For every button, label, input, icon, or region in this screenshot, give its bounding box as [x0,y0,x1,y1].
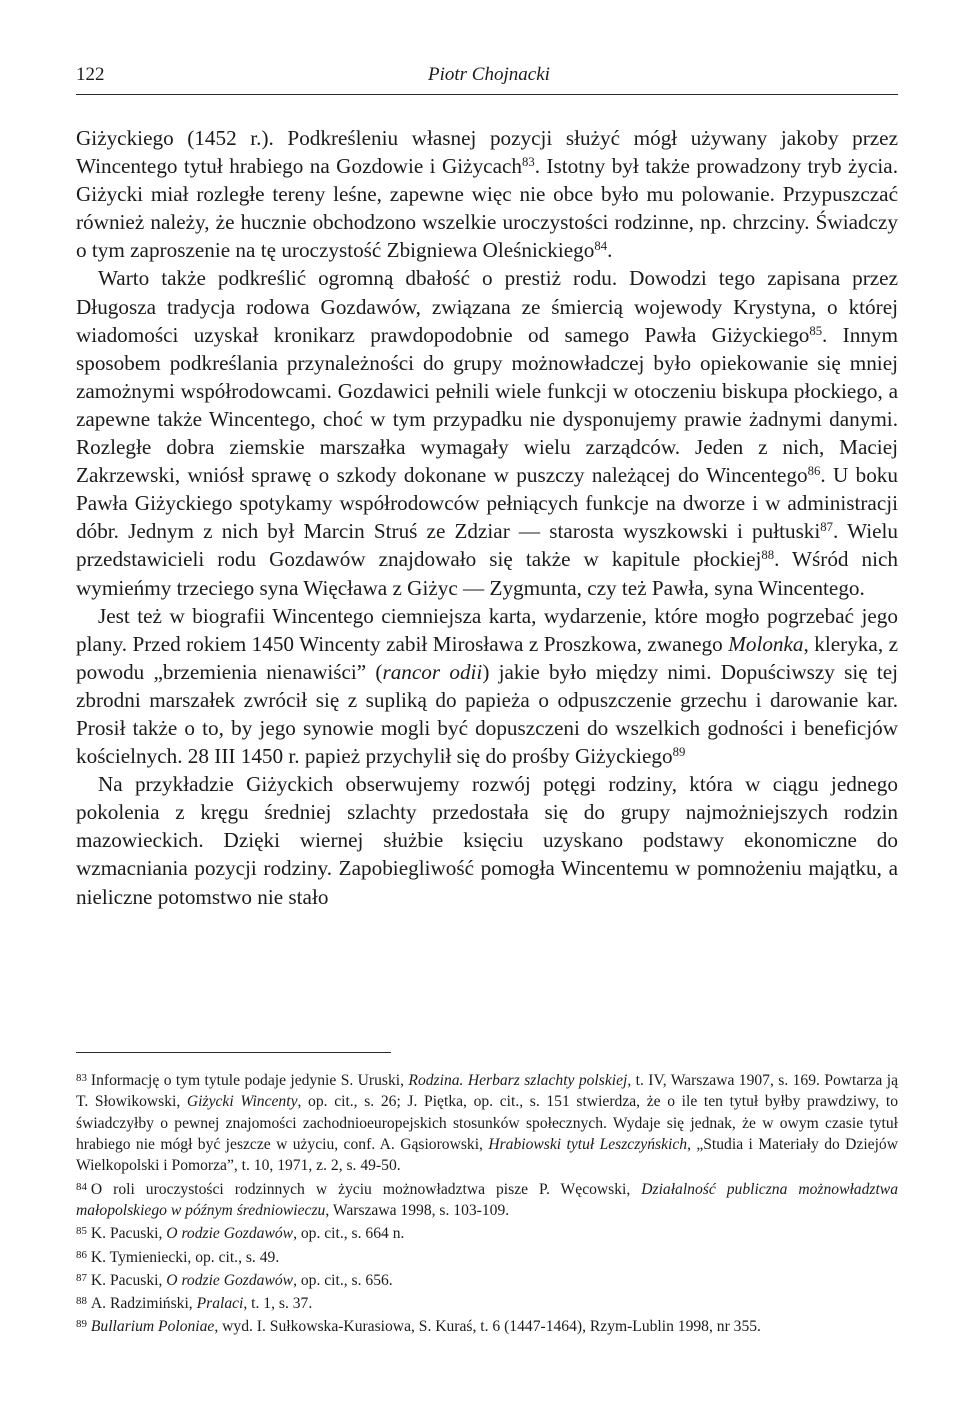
text-run: , kleryka, z powodu „brzemienia nienawiści” ( [76,631,898,684]
footnote-ref: 87 [820,520,834,535]
paragraph [76,124,898,264]
footnote-number: 87 [76,1271,87,1284]
text-run: K. Pacuski, [90,1271,167,1289]
italic-text: Działalność publiczna możnowładztwa małopolskiego w późnym średniowieczu [76,1180,898,1220]
italic-text: rancor odii [382,659,483,684]
italic-text: Bullarium Poloniae [90,1318,215,1336]
page-header [76,58,898,95]
italic-text: Pralaci [196,1294,244,1312]
footnote [76,1291,898,1314]
text-run: Informację o tym tytule podaje jedynie S. Uruski, [90,1071,409,1089]
text-run: , t. IV, Warszawa 1907, s. 169. Powtarza ją T. Słowikowski, [76,1071,898,1111]
footnote-ref: 83 [521,155,535,170]
footnote [76,1245,898,1268]
italic-text: Hrabiowski tytuł Leszczyńskich [488,1136,688,1154]
text-run: , wyd. I. Sułkowska-Kurasiowa, S. Kuraś, t. 6 (1447-1464), Rzym-Lublin 1998, nr 355. [214,1318,761,1336]
footnote-ref: 85 [809,323,823,338]
footnote-ref: 84 [594,239,608,254]
paragraph [76,602,898,771]
text-run: , op. cit., s. 656. [293,1271,393,1289]
footnote-number: 85 [76,1225,87,1238]
text-run: , op. cit., s. 26; J. Piętka, op. cit., s. 151 stwierdza, że o ile ten tytuł byłby prawdziwy, to świadczyłby o pewnej znajomości zachodnioeuropejskich stosunków społecznych. Wydaje się jednak, że w owym czasie tytuł hrabiego nie mógł być jeszcze w użyciu, conf. A. Gąsiorowski, [76,1093,898,1154]
page-number: 122 [76,64,105,85]
footnote-number: 86 [76,1248,87,1261]
italic-text: Molonka [728,631,804,656]
footnote-ref: 89 [672,745,686,760]
footnote-number: 88 [76,1295,87,1308]
footnote-ref: 86 [807,464,821,479]
text-run: Na przykładzie Giżyckich obserwujemy rozwój potęgi rodziny, która w ciągu jednego pokolenia z kręgu średniej szlachty przedostała się do grupy najmożniejszych rodzin mazowieckich. Dzięki wiernej służbie księciu uzyskano podstawy ekonomiczne do wzmacniania pozycji rodziny. Zapobiegliwość pomogła Wincentemu w pomnożeniu majątku, a nieliczne potomstwo nie stało [76,772,898,909]
italic-text: O rodzie Gozdawów [166,1225,294,1243]
italic-text: O rodzie Gozdawów [166,1271,294,1289]
italic-text: Giżycki Wincenty [186,1093,298,1111]
text-run: , op. cit., s. 664 n. [293,1225,405,1243]
text-run: O roli uroczystości rodzinnych w życiu możnowładztwa pisze P. Węcowski, [90,1180,642,1198]
footnote [76,1221,898,1244]
footnote [76,1068,898,1177]
text-run: Jest też w biografii Wincentego ciemniejsza karta, wydarzenie, które mogło pogrzebać jego plany. Przed rokiem 1450 Wincenty zabił Mirosława z Proszkowa, zwanego [76,603,898,656]
footnote-ref: 88 [761,548,775,563]
text-run: . Innym sposobem podkreślania przynależności do grupy możnowładczej było opiekowanie się mniej zamożnymi współrodowcami. Gozdawici pełnili wiele funkcji w otoczeniu biskupa płockiego, a zapewne także Wincentego, choć w tym przypadku nie dysponujemy prawie żadnymi danymi. Rozległe dobra ziemskie marszałka wymagały wielu zarządców. Jeden z nich, Maciej Zakrzewski, wniósł sprawę o szkody dokonane w puszczy należącej do Wincentego [76,322,898,488]
running-head: Piotr Chojnacki [428,64,550,85]
text-run: K. Tymieniecki, op. cit., s. 49. [90,1248,280,1266]
footnote [76,1177,898,1222]
text-run: . U boku Pawła Giżyckiego spotykamy współrodowców pełniących funkcje na dworze i w administracji dóbr. Jednym z nich był Marcin Struś ze Zdziar — starosta wyszkowski i pułtuski [76,463,898,544]
text-run: , Warszawa 1998, s. 103-109. [325,1202,510,1220]
text-run: . Istotny był także prowadzony tryb życia. Giżycki miał rozległe tereny leśne, zapewne więc nie obce było mu polowanie. Przypuszczać również należy, że hucznie obchodzono wszelkie uroczystości rodzinne, np. chrzciny. Świadczy o tym zaproszenie na tę uroczystość Zbigniewa Oleśnickiego [76,154,899,263]
text-run: . [607,238,613,263]
footnote-number: 89 [76,1318,87,1331]
text-run: , „Studia i Materiały do Dziejów Wielkopolski i Pomorza”, t. 10, 1971, z. 2, s. 49-50. [76,1136,898,1175]
text-run: Giżyckiego (1452 r.). Podkreśleniu własnej pozycji służyć mógł używany jakoby przez Wincentego tytuł hrabiego na Gozdowie i Giżycach [76,126,898,179]
footnote-number: 83 [76,1072,87,1084]
text-run: Warto także podkreślić ogromną dbałość o prestiż rodu. Dowodzi tego zapisana przez Długosza tradycja rodowa Gozdawów, związana ze śmiercią wojewody Krystyna, o której wiadomości uzyskał kronikarz prawdopodobnie od samego Pawła Giżyckiego [76,266,898,347]
footnote [76,1268,898,1291]
main-text [76,124,898,911]
text-run: , t. 1, s. 37. [243,1294,313,1312]
footnotes [76,1068,898,1338]
footnote-number: 84 [76,1180,87,1193]
text-run: ) jakie było między nimi. Dopuściwszy się tej zbrodni marszałek zwrócił się z supliką do papieża o odpuszczenie grzechu i darowanie kar. Prosił także o to, by jego synowie mogli być dopuszczeni do wszelkich godności i beneficjów kościelnych. 28 III 1450 r. papież przychylił się do prośby Giżyckiego [76,659,899,769]
text-run: . Wielu przedstawicieli rodu Gozdawów znajdowało się także w kapitule płockiej [76,519,898,572]
text-run: A. Radzimiński, [90,1294,197,1312]
footnote-separator [76,1052,391,1053]
footnote [76,1314,898,1337]
text-run: K. Pacuski, [90,1225,167,1243]
paragraph [76,264,898,601]
paragraph [76,770,898,910]
text-run: . Wśród nich wymieńmy trzeciego syna Więcława z Giżyc — Zygmunta, czy też Pawła, syna Wincentego. [76,547,898,600]
italic-text: Rodzina. Herbarz szlachty polskiej [408,1071,628,1089]
